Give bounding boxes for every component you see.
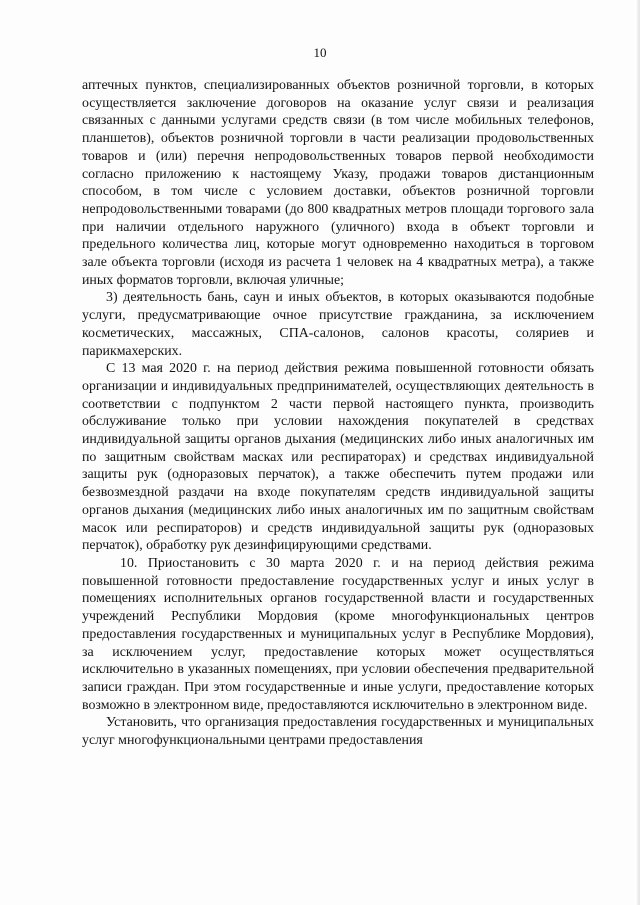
paragraph-may-13: С 13 мая 2020 г. на период действия режима повышенной готовности обязать организации и индивидуальных предпринимателей, осуществляющих деятельность в соответствии с подпунктом 2 части первой настоящего пункта, производить обслуживание только при условии нахождения покупателей в средствах индивидуальной защиты органов дыхания (медицинских либо иных аналогичных им по защитным свойствам масках или респираторах) и средствах индивидуальной защиты рук (одноразовых перчаток), а также обеспечить путем продажи или безвозмездной раздачи на входе покупателям средств индивидуальной защиты органов дыхания (медицинских либо иных аналогичных им по защитным свойствам масок или респираторов) и средств индивидуальной защиты рук (одноразовых перчаток), обработку рук дезинфицирующими средствами. xyxy=(82,361,594,554)
paragraph-establish: Установить, что организация предоставления государственных и муниципальных услуг многофункциональными центрами предоставления xyxy=(82,715,594,749)
document-body xyxy=(82,77,594,750)
page-number: 10 xyxy=(313,45,327,60)
paragraph-item-3: 3) деятельность бань, саун и иных объектов, в которых оказываются подобные услуги, предусматривающие очное присутствие гражданина, за исключением косметических, массажных, СПА-салонов, салонов красоты, соляриев и парикмахерских. xyxy=(82,290,594,359)
paragraph-item-10: 10. Приостановить с 30 марта 2020 г. и на период действия режима повышенной готовности предоставление государственных услуг и иных услуг в помещениях исполнительных органов государственной власти и государственных учреждений Республики Мордовия (кроме многофункциональных центров предоставления государственных и муниципальных услуг в Республике Мордовия), за исключением услуг, предоставление которых может осуществляться исключительно в указанных помещениях, при условии обеспечения предварительной записи граждан. При этом государственные и иные услуги, предоставление которых возможно в электронном виде, предоставляются исключительно в электронном виде. xyxy=(82,555,594,713)
paragraph-continuation: аптечных пунктов, специализированных объектов розничной торговли, в которых осуществляется заключение договоров на оказание услуг связи и реализация связанных с данными услугами средств связи (в том числе мобильных телефонов, планшетов), объектов розничной торговли в части реализации продовольственных товаров и (или) перечня непродовольственных товаров первой необходимости согласно приложению к настоящему Указу, продажи товаров дистанционным способом, в том числе с условием доставки, объектов розничной торговли непродовольственными товарами (до 800 квадратных метров площади торгового зала при наличии отдельного наружного (уличного) входа в объект торговли и предельного количества лиц, которые могут одновременно находиться в торговом зале объекта торговли (исходя из расчета 1 человек на 4 квадратных метра), а также иных форматов торговли, включая уличные; xyxy=(82,78,594,288)
